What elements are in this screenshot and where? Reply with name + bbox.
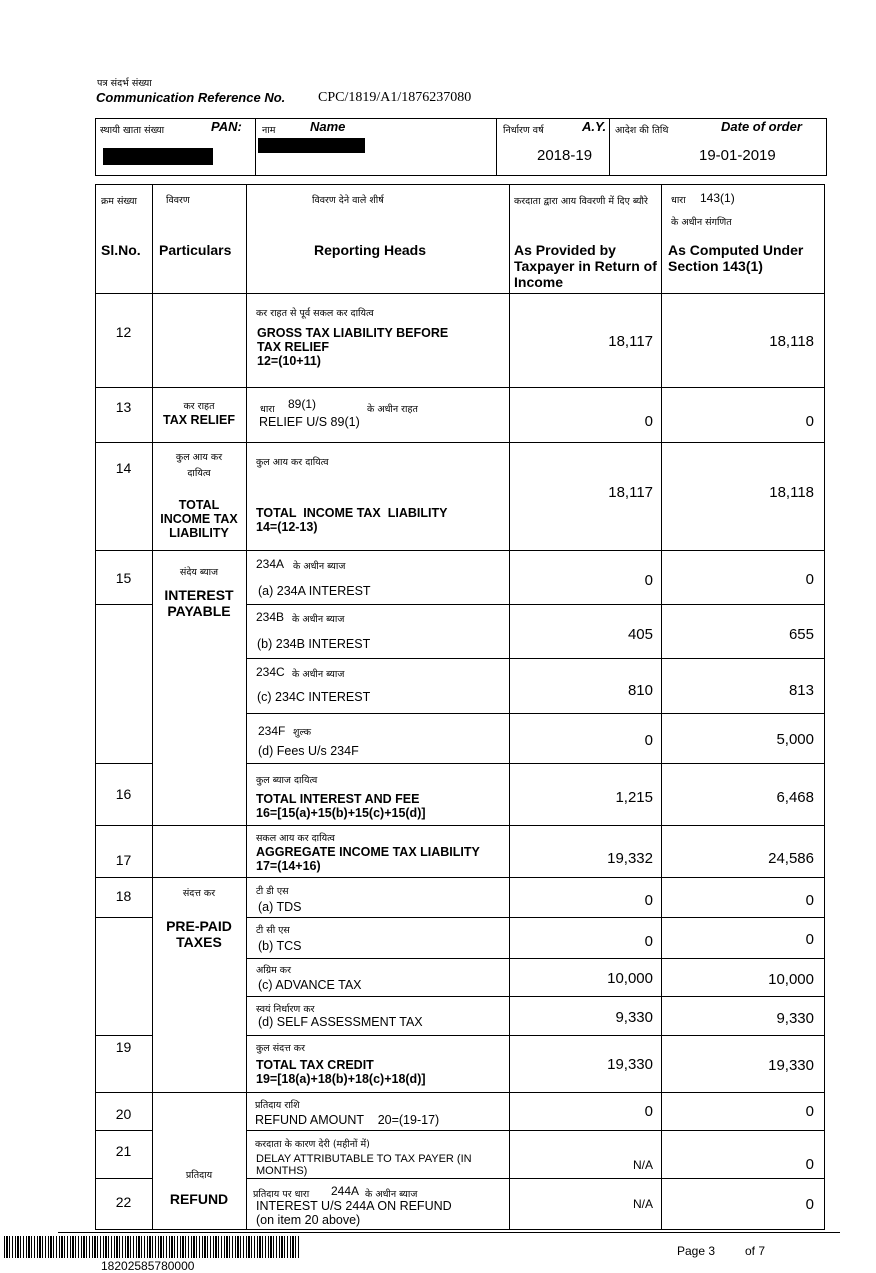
- row-13-particulars-hindi: कर राहत: [183, 401, 215, 412]
- row-15-particulars: INTEREST PAYABLE: [164, 587, 234, 619]
- row-18b-computed: 0: [805, 931, 814, 948]
- row-17-hindi: सकल आय कर दायित्व: [256, 833, 335, 844]
- row-18b-hindi: टी सी एस: [256, 925, 290, 936]
- name-label: Name: [310, 119, 346, 134]
- row-12-provided: 18,117: [608, 333, 653, 350]
- row-15b-label: (b) 234B INTEREST: [257, 637, 371, 651]
- row-16-sl: 16: [115, 786, 132, 802]
- row-20-label: REFUND AMOUNT 20=(19-17): [255, 1113, 440, 1127]
- row-15c-hindi: के अधीन ब्याज: [292, 669, 345, 680]
- row-21-label: DELAY ATTRIBUTABLE TO TAX PAYER (IN MONTHS): [256, 1153, 472, 1177]
- row-15a-label: (a) 234A INTEREST: [258, 584, 371, 598]
- row-18b-provided: 0: [644, 933, 653, 950]
- provided-header: As Provided by Taxpayer in Return of Income: [514, 242, 657, 290]
- row-18a-computed: 0: [805, 892, 814, 909]
- barcode: [4, 1236, 300, 1258]
- row-18a-provided: 0: [644, 892, 653, 909]
- row-18d-provided: 9,330: [615, 1009, 653, 1026]
- row-22-hindi-2: के अधीन ब्याज: [365, 1189, 418, 1200]
- row-20-sl: 20: [115, 1106, 132, 1122]
- refund-particulars-hindi: प्रतिदाय: [185, 1170, 213, 1181]
- row-12-label: GROSS TAX LIABILITY BEFORE TAX RELIEF 12=(10+11): [257, 326, 449, 368]
- row-17-computed: 24,586: [768, 850, 814, 867]
- row-15d-code: 234F: [258, 724, 286, 738]
- row-17-sl: 17: [115, 852, 132, 868]
- row-18d-label: (d) SELF ASSESSMENT TAX: [258, 1015, 423, 1029]
- row-18d-hindi: स्वयं निर्धारण कर: [256, 1004, 315, 1015]
- row-14-hindi: कुल आय कर दायित्व: [256, 457, 329, 468]
- date-label: Date of order: [721, 119, 802, 134]
- row-15a-computed: 0: [805, 571, 814, 588]
- row-15c-provided: 810: [627, 682, 653, 699]
- ref-label-hindi: पत्र संदर्भ संख्या: [97, 78, 152, 89]
- computed-header: As Computed Under Section 143(1): [668, 242, 804, 274]
- row-20-hindi: प्रतिदाय राशि: [255, 1100, 300, 1111]
- row-15d-provided: 0: [644, 732, 653, 749]
- row-21-computed: 0: [805, 1156, 814, 1173]
- row-17-label: AGGREGATE INCOME TAX LIABILITY 17=(14+16): [256, 845, 480, 873]
- row-15b-code: 234B: [256, 610, 285, 624]
- row-22-provided: N/A: [632, 1197, 653, 1211]
- row-15c-computed: 813: [788, 682, 814, 699]
- barcode-number: 18202585780000: [101, 1259, 195, 1273]
- row-21-hindi: करदाता के कारण देरी (महीनों में): [255, 1139, 370, 1150]
- particulars-header-hindi: विवरण: [166, 195, 190, 206]
- reporting-heads-header-hindi: विवरण देने वाले शीर्ष: [312, 195, 384, 206]
- row-15a-provided: 0: [644, 572, 653, 589]
- row-16-hindi: कुल ब्याज दायित्व: [256, 775, 318, 786]
- reporting-heads-header: Reporting Heads: [314, 242, 427, 258]
- row-16-provided: 1,215: [615, 789, 653, 806]
- row-14-particulars: TOTAL INCOME TAX LIABILITY: [160, 498, 238, 540]
- row-15c-code: 234C: [256, 665, 285, 679]
- row-18c-label: (c) ADVANCE TAX: [258, 978, 362, 992]
- row-22-section: 244A: [331, 1184, 360, 1198]
- sl-header: Sl.No.: [101, 242, 141, 258]
- row-14-particulars-hindi: कुल आय कर दायित्व: [175, 452, 223, 479]
- row-19-provided: 19,330: [607, 1056, 653, 1073]
- page-total: of 7: [745, 1244, 766, 1258]
- row-15b-provided: 405: [627, 626, 653, 643]
- row-21-sl: 21: [115, 1143, 132, 1159]
- row-13-section: 89(1): [288, 397, 317, 411]
- provided-header-hindi: करदाता द्वारा आय विवरणी में दिए ब्यौरे: [514, 196, 648, 207]
- row-15d-hindi: शुल्क: [293, 727, 312, 738]
- row-13-sl: 13: [115, 399, 132, 415]
- row-13-provided: 0: [644, 413, 653, 430]
- row-18-particulars-hindi: संदत्त कर: [182, 888, 216, 899]
- computed-header-hindi-2: के अधीन संगणित: [671, 217, 732, 228]
- row-13-hindi-2: के अधीन राहत: [367, 404, 418, 415]
- row-14-provided: 18,117: [608, 484, 653, 501]
- row-20-provided: 0: [644, 1103, 653, 1120]
- row-18d-computed: 9,330: [776, 1010, 814, 1027]
- row-19-hindi: कुल संदत्त कर: [256, 1043, 305, 1054]
- ay-value: 2018-19: [537, 147, 593, 164]
- name-redaction: [258, 138, 365, 153]
- row-18b-label: (b) TCS: [258, 939, 302, 953]
- ay-label: A.Y.: [582, 119, 607, 134]
- row-19-label: TOTAL TAX CREDIT 19=[18(a)+18(b)+18(c)+18(d)]: [256, 1058, 426, 1086]
- pan-redaction: [103, 148, 213, 165]
- row-15d-label: (d) Fees U/s 234F: [258, 744, 359, 758]
- date-value: 19-01-2019: [699, 147, 776, 164]
- row-22-sl: 22: [115, 1194, 132, 1210]
- row-17-provided: 19,332: [607, 850, 653, 867]
- row-19-computed: 19,330: [768, 1057, 814, 1074]
- sl-header-hindi: क्रम संख्या: [101, 196, 137, 207]
- row-20-computed: 0: [805, 1103, 814, 1120]
- row-13-computed: 0: [805, 413, 814, 430]
- row-14-label: TOTAL INCOME TAX LIABILITY 14=(12-13): [256, 506, 448, 534]
- row-13-label: RELIEF U/S 89(1): [259, 415, 360, 429]
- row-15-sl: 15: [115, 570, 132, 586]
- row-22-hindi: प्रतिदाय पर धारा: [253, 1189, 310, 1200]
- row-13-hindi: धारा: [260, 404, 275, 415]
- particulars-header: Particulars: [159, 242, 232, 258]
- row-12-computed: 18,118: [769, 333, 814, 350]
- page-number: Page 3: [677, 1244, 716, 1258]
- computed-header-section: 143(1): [700, 191, 735, 205]
- ref-value: CPC/1819/A1/1876237080: [318, 90, 472, 105]
- pan-label: PAN:: [211, 119, 242, 134]
- row-15-particulars-hindi: संदेय ब्याज: [179, 567, 219, 578]
- row-12-sl: 12: [115, 324, 132, 340]
- row-15b-hindi: के अधीन ब्याज: [292, 614, 345, 625]
- row-12-hindi: कर राहत से पूर्व सकल कर दायित्व: [256, 308, 374, 319]
- refund-particulars: REFUND: [169, 1191, 229, 1207]
- row-22-label: INTEREST U/S 244A ON REFUND (on item 20 above): [256, 1199, 452, 1227]
- row-16-label: TOTAL INTEREST AND FEE 16=[15(a)+15(b)+15(c)+15(d)]: [256, 792, 426, 820]
- row-18a-label: (a) TDS: [258, 900, 302, 914]
- row-18c-hindi: अग्रिम कर: [256, 965, 291, 976]
- ref-label: Communication Reference No.: [96, 90, 286, 105]
- row-13-particulars: TAX RELIEF: [163, 413, 235, 427]
- row-18-sl: 18: [115, 888, 132, 904]
- row-15d-computed: 5,000: [776, 731, 814, 748]
- date-label-hindi: आदेश की तिथि: [615, 125, 669, 136]
- row-18-particulars: PRE-PAID TAXES: [166, 918, 232, 950]
- ay-label-hindi: निर्धारण वर्ष: [503, 125, 544, 136]
- row-18c-computed: 10,000: [768, 971, 814, 988]
- row-14-computed: 18,118: [769, 484, 814, 501]
- row-15c-label: (c) 234C INTEREST: [257, 690, 371, 704]
- row-15a-code: 234A: [256, 557, 285, 571]
- row-15a-hindi: के अधीन ब्याज: [293, 561, 346, 572]
- row-22-computed: 0: [805, 1196, 814, 1213]
- pan-label-hindi: स्थायी खाता संख्या: [100, 125, 165, 136]
- row-14-sl: 14: [115, 460, 132, 476]
- computed-header-hindi: धारा: [671, 195, 686, 206]
- name-label-hindi: नाम: [262, 125, 276, 136]
- row-15b-computed: 655: [788, 626, 814, 643]
- row-16-computed: 6,468: [776, 789, 814, 806]
- row-21-provided: N/A: [632, 1158, 653, 1172]
- row-18c-provided: 10,000: [607, 970, 653, 987]
- row-19-sl: 19: [115, 1039, 132, 1055]
- row-18a-hindi: टी डी एस: [256, 886, 289, 897]
